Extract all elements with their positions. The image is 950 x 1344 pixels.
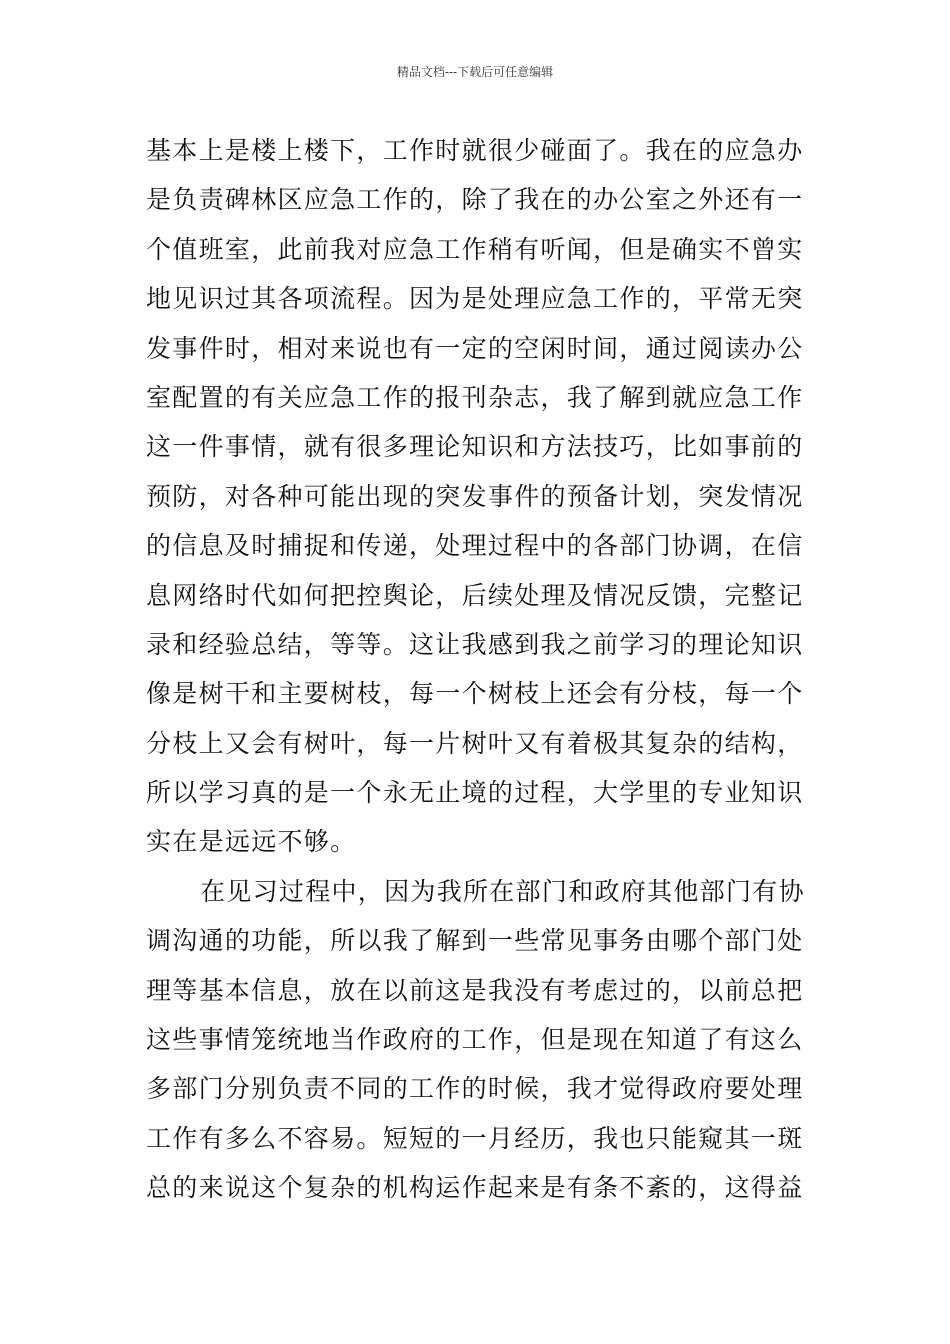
text-line: 多部门分别负责不同的工作的时候，我才觉得政府要处理 — [146, 1074, 804, 1104]
text-line: 发事件时，相对来说也有一定的空闲时间，通过阅读办公 — [146, 333, 804, 363]
text-line: 息网络时代如何把控舆论，后续处理及情况反馈，完整记 — [146, 580, 804, 610]
text-line: 实在是远远不够。 — [146, 827, 357, 857]
page-header: 精品文档---下载后可任意编辑 — [396, 65, 554, 79]
text-line: 个值班室，此前我对应急工作稍有听闻，但是确实不曾实 — [146, 234, 804, 264]
text-line: 预防，对各种可能出现的突发事件的预备计划，突发情况 — [146, 481, 804, 511]
text-line: 分枝上又会有树叶，每一片树叶又有着极其复杂的结构， — [146, 728, 804, 758]
text-line: 总的来说这个复杂的机构运作起来是有条不紊的，这得益 — [146, 1173, 804, 1203]
paragraph — [146, 126, 826, 867]
text-line: 是负责碑林区应急工作的，除了我在的办公室之外还有一 — [146, 185, 804, 215]
text-line: 在见习过程中，因为我所在部门和政府其他部门有协 — [200, 876, 805, 906]
text-line: 的信息及时捕捉和传递，处理过程中的各部门协调，在信 — [146, 531, 804, 561]
text-line: 工作有多么不容易。短短的一月经历，我也只能窥其一斑 — [146, 1123, 804, 1153]
text-line: 调沟通的功能，所以我了解到一些常见事务由哪个部门处 — [146, 926, 804, 956]
document-body — [146, 126, 826, 1213]
text-line: 这一件事情，就有很多理论知识和方法技巧，比如事前的 — [146, 432, 804, 462]
paragraph — [146, 867, 826, 1213]
text-line: 所以学习真的是一个永无止境的过程，大学里的专业知识 — [146, 778, 804, 808]
text-line: 室配置的有关应急工作的报刊杂志，我了解到就应急工作 — [146, 382, 804, 412]
text-line: 地见识过其各项流程。因为是处理应急工作的，平常无突 — [146, 284, 804, 314]
text-line: 像是树干和主要树枝，每一个树枝上还会有分枝，每一个 — [146, 679, 804, 709]
text-line: 这些事情笼统地当作政府的工作，但是现在知道了有这么 — [146, 1025, 804, 1055]
text-line: 基本上是楼上楼下，工作时就很少碰面了。我在的应急办 — [146, 136, 804, 165]
text-line: 录和经验总结，等等。这让我感到我之前学习的理论知识 — [146, 629, 804, 659]
text-line: 理等基本信息，放在以前这是我没有考虑过的，以前总把 — [146, 975, 804, 1005]
